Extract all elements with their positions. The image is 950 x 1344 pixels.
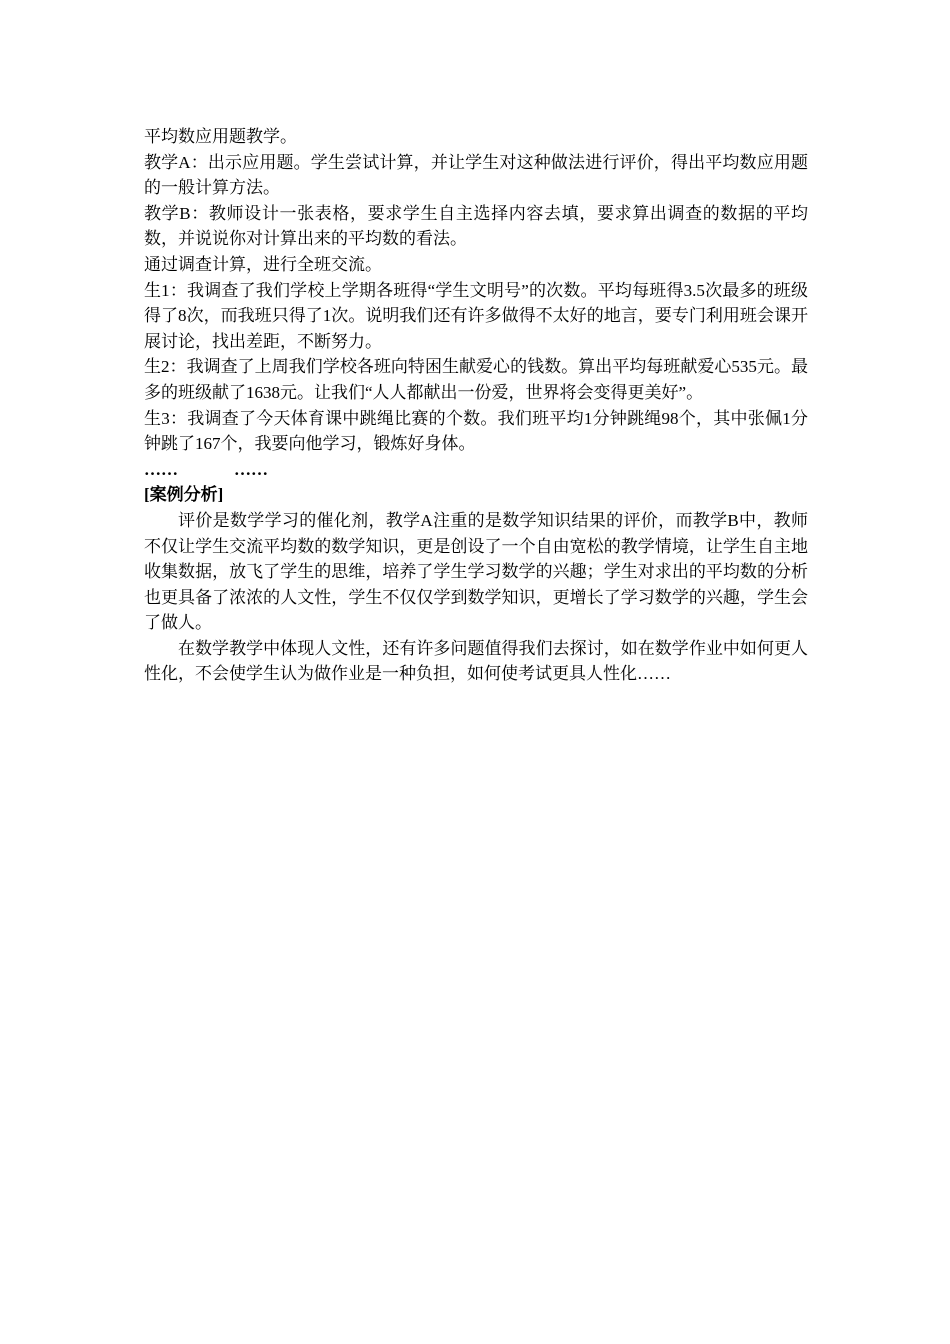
paragraph-student-1: 生1：我调查了我们学校上学期各班得“学生文明号”的次数。平均每班得3.5次最多的班级得了8次，而我班只得了1次。说明我们还有许多做得不太好的地言，要专门利用班会课开展讨论，找出差距，不断努力。 xyxy=(144,280,808,351)
paragraph-analysis-1: 评价是数学学习的催化剂，教学A注重的是数学知识结果的评价，而教学B中，教师不仅让学生交流平均数的数学知识，更是创设了一个自由宽松的教学情境，让学生自主地收集数据，放飞了学生的思维，培养了学生学习数学的兴趣；学生对求出的平均数的分析也更具备了浓浓的人文性，学生不仅仅学到数学知识，更增长了学习数学的兴趣，学生会了做人。 xyxy=(144,510,808,633)
document-body xyxy=(144,124,808,687)
paragraph-topic: 平均数应用题教学。 xyxy=(144,127,297,146)
paragraph-analysis-2: 在数学教学中体现人文性，还有许多问题值得我们去探讨，如在数学作业中如何更人性化，不会使学生认为做作业是一种负担，如何使考试更具人性化…… xyxy=(144,638,808,684)
section-heading-case-analysis: [案例分析] xyxy=(144,485,224,505)
paragraph-student-3: 生3：我调查了今天体育课中跳绳比赛的个数。我们班平均1分钟跳绳98个，其中张佩1分钟跳了167个，我要向他学习，锻炼好身体。 xyxy=(144,408,808,454)
paragraph-student-2: 生2：我调查了上周我们学校各班向特困生献爱心的钱数。算出平均每班献爱心535元。最多的班级献了1638元。让我们“人人都献出一份爱，世界将会变得更美好”。 xyxy=(144,357,808,402)
paragraph-teaching-b: 教学B：教师设计一张表格，要求学生自主选择内容去填，要求算出调查的数据的平均数，并说说你对计算出来的平均数的看法。 xyxy=(144,203,808,249)
ellipsis-row xyxy=(144,457,808,483)
ellipsis-right: …… xyxy=(234,459,268,479)
ellipsis-left: …… xyxy=(144,459,178,479)
ellipsis-gap xyxy=(178,457,234,483)
paragraph-class-exchange: 通过调查计算，进行全班交流。 xyxy=(144,254,382,274)
paragraph-teaching-a: 教学A：出示应用题。学生尝试计算，并让学生对这种做法进行评价，得出平均数应用题的一般计算方法。 xyxy=(144,152,808,198)
